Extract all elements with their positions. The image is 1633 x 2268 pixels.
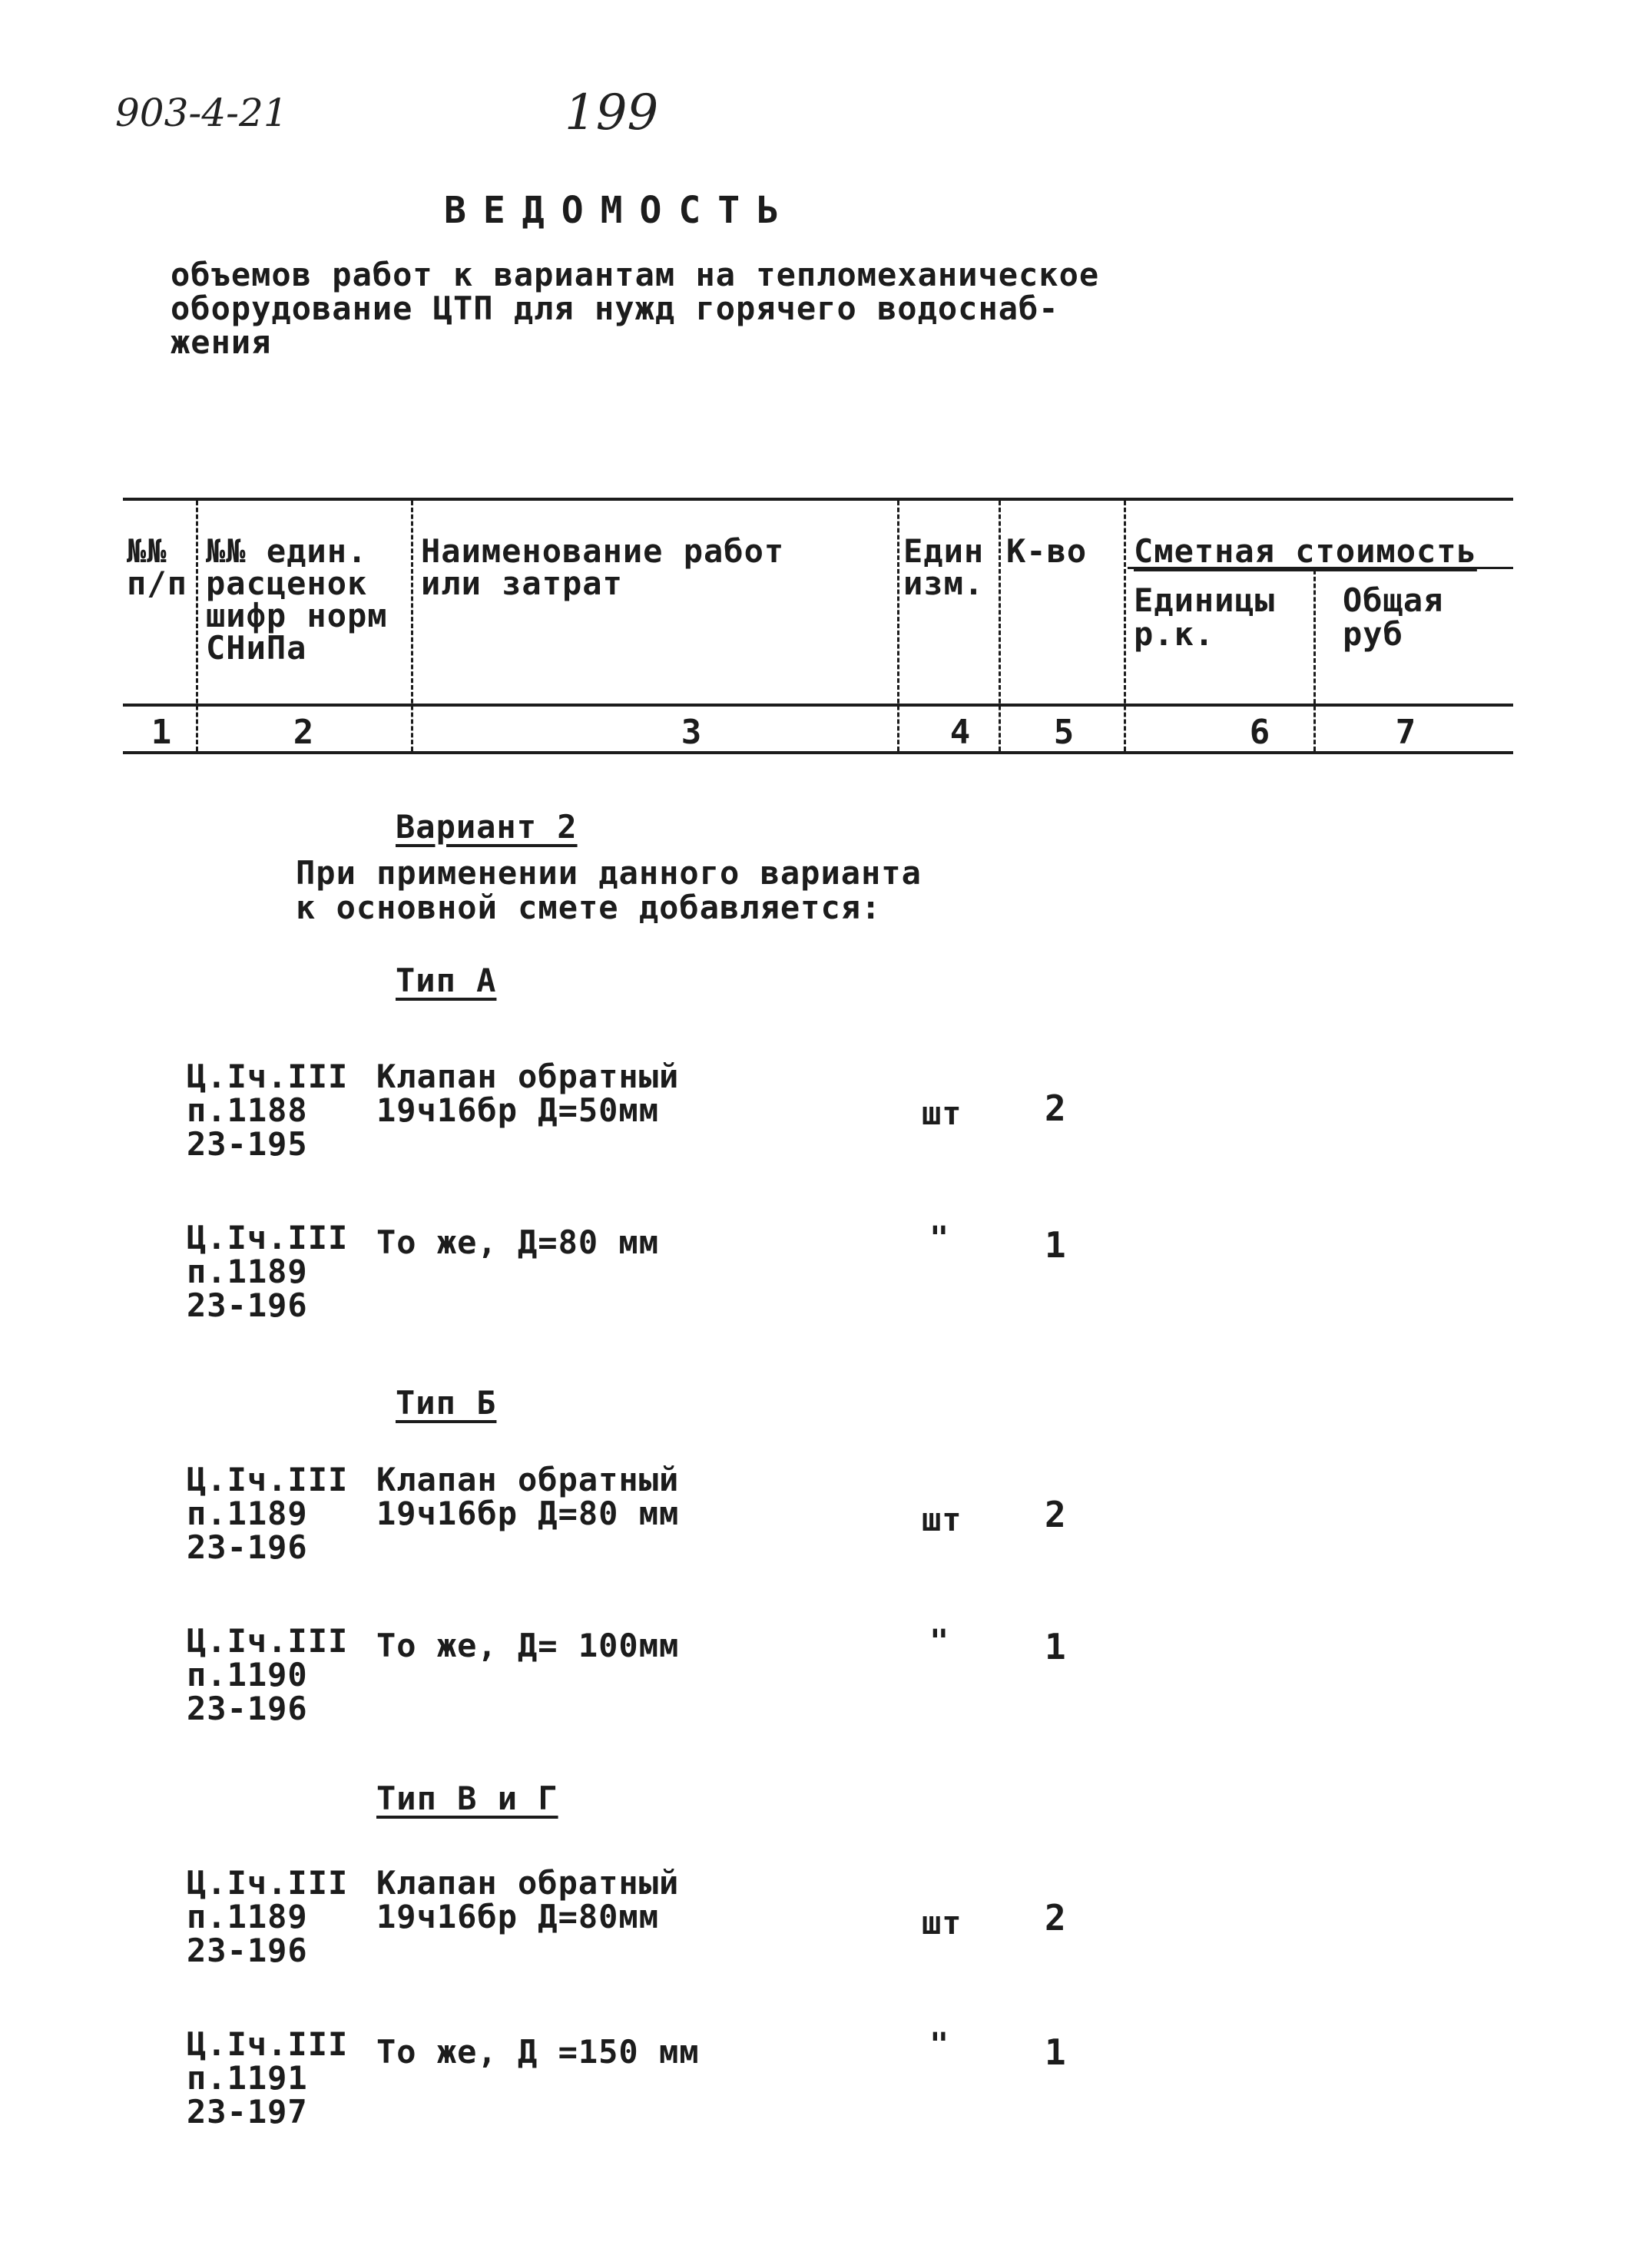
col6-header-line1: Единицы bbox=[1134, 581, 1276, 619]
row-code-line1: Ц.Iч.III bbox=[187, 1461, 349, 1498]
col2-header-line1: №№ един. bbox=[206, 532, 368, 570]
column-number: 6 bbox=[1249, 713, 1270, 752]
row-code-line1: Ц.Iч.III bbox=[187, 1622, 349, 1660]
variant-title: Вариант 2 bbox=[396, 808, 578, 846]
row-code-line1: Ц.Iч.III bbox=[187, 2025, 349, 2063]
column-number: 4 bbox=[949, 713, 971, 752]
col1-header-line2: п/п bbox=[127, 565, 187, 602]
row-code-line3: 23-196 bbox=[187, 1932, 308, 1969]
row-code-line3: 23-196 bbox=[187, 1528, 308, 1566]
col5-header: К-во bbox=[1006, 532, 1088, 570]
group-type-v-g-title: Тип В и Г bbox=[376, 1780, 558, 1817]
col7-header-line1: Общая bbox=[1343, 581, 1444, 619]
row-code-line3: 23-196 bbox=[187, 1690, 308, 1727]
row-unit-ditto: " bbox=[929, 1622, 950, 1660]
row-code-line2: п.1189 bbox=[187, 1495, 308, 1532]
col3-header-line1: Наименование работ bbox=[421, 532, 785, 570]
group-type-a-title: Тип А bbox=[396, 962, 497, 999]
row-name-line2: 19ч16бр Д=50мм bbox=[376, 1091, 660, 1129]
row-code-line1: Ц.Iч.III bbox=[187, 1058, 349, 1095]
column-number: 7 bbox=[1395, 713, 1416, 752]
row-name-line1: То же, Д= 100мм bbox=[376, 1627, 680, 1664]
row-code-line1: Ц.Iч.III bbox=[187, 1864, 349, 1902]
table-bottom-rule bbox=[123, 751, 1513, 754]
row-code-line3: 23-196 bbox=[187, 1286, 308, 1324]
row-quantity: 1 bbox=[1045, 1626, 1066, 1667]
row-unit: шт bbox=[922, 1904, 962, 1942]
row-quantity: 1 bbox=[1045, 1224, 1066, 1266]
variant-intro-line2: к основной смете добавляется: bbox=[296, 889, 882, 926]
row-unit: шт bbox=[922, 1501, 962, 1538]
column-divider bbox=[1313, 570, 1316, 751]
row-code-line2: п.1188 bbox=[187, 1091, 308, 1129]
row-code-line2: п.1189 bbox=[187, 1898, 308, 1935]
column-number: 1 bbox=[151, 713, 172, 752]
col1-header-line1: №№ bbox=[127, 532, 167, 570]
row-unit: шт bbox=[922, 1094, 962, 1132]
document-code: 903-4-21 bbox=[115, 91, 288, 135]
row-name-line2: 19ч16бр Д=80мм bbox=[376, 1898, 660, 1935]
row-quantity: 1 bbox=[1045, 2031, 1066, 2073]
row-name-line1: Клапан обратный bbox=[376, 1461, 680, 1498]
group-type-b-title: Тип Б bbox=[396, 1384, 497, 1422]
column-number: 3 bbox=[681, 713, 702, 752]
subtitle-line-1: объемов работ к вариантам на тепломеханическое bbox=[171, 256, 1100, 293]
col6-header-line2: р.к. bbox=[1134, 615, 1215, 653]
row-name-line2: 19ч16бр Д=80 мм bbox=[376, 1495, 680, 1532]
col3-header-line2: или затрат bbox=[421, 565, 623, 602]
row-quantity: 2 bbox=[1045, 1088, 1066, 1129]
row-code-line2: п.1190 bbox=[187, 1656, 308, 1694]
row-code-line2: п.1189 bbox=[187, 1253, 308, 1290]
row-name-line1: Клапан обратный bbox=[376, 1058, 680, 1095]
table-header-rule bbox=[123, 704, 1513, 707]
row-name-line1: Клапан обратный bbox=[376, 1864, 680, 1902]
row-code-line3: 23-195 bbox=[187, 1125, 308, 1163]
row-quantity: 2 bbox=[1045, 1494, 1066, 1535]
column-divider bbox=[1124, 501, 1126, 751]
cost-group-header: Сметная стоимость bbox=[1134, 532, 1477, 570]
page-number: 199 bbox=[565, 84, 659, 141]
row-unit-ditto: " bbox=[929, 1219, 950, 1257]
table-top-rule bbox=[123, 498, 1513, 501]
column-number: 2 bbox=[293, 713, 314, 752]
subtitle-line-2: оборудование ЦТП для нужд горячего водоснаб- bbox=[171, 290, 1059, 327]
column-divider bbox=[411, 501, 413, 751]
col2-header-line4: СНиПа bbox=[206, 629, 307, 667]
col4-header-line1: Един bbox=[903, 532, 985, 570]
row-code-line1: Ц.Iч.III bbox=[187, 1219, 349, 1257]
row-quantity: 2 bbox=[1045, 1897, 1066, 1939]
column-divider bbox=[196, 501, 198, 751]
column-number: 5 bbox=[1053, 713, 1075, 752]
document-title: ВЕДОМОСТЬ bbox=[444, 189, 797, 232]
col4-header-line2: изм. bbox=[903, 565, 985, 602]
column-divider bbox=[897, 501, 899, 751]
subtitle-line-3: жения bbox=[171, 323, 272, 361]
variant-intro-line1: При применении данного варианта bbox=[296, 854, 922, 892]
row-code-line3: 23-197 bbox=[187, 2093, 308, 2131]
col2-header-line2: расценок bbox=[206, 565, 368, 602]
row-unit-ditto: " bbox=[929, 2025, 950, 2063]
col7-header-line2: руб bbox=[1343, 615, 1403, 653]
row-name-line1: То же, Д =150 мм bbox=[376, 2033, 700, 2071]
row-code-line2: п.1191 bbox=[187, 2059, 308, 2097]
row-name-line1: То же, Д=80 мм bbox=[376, 1223, 660, 1261]
column-divider bbox=[999, 501, 1001, 751]
col2-header-line3: шифр норм bbox=[206, 597, 388, 634]
